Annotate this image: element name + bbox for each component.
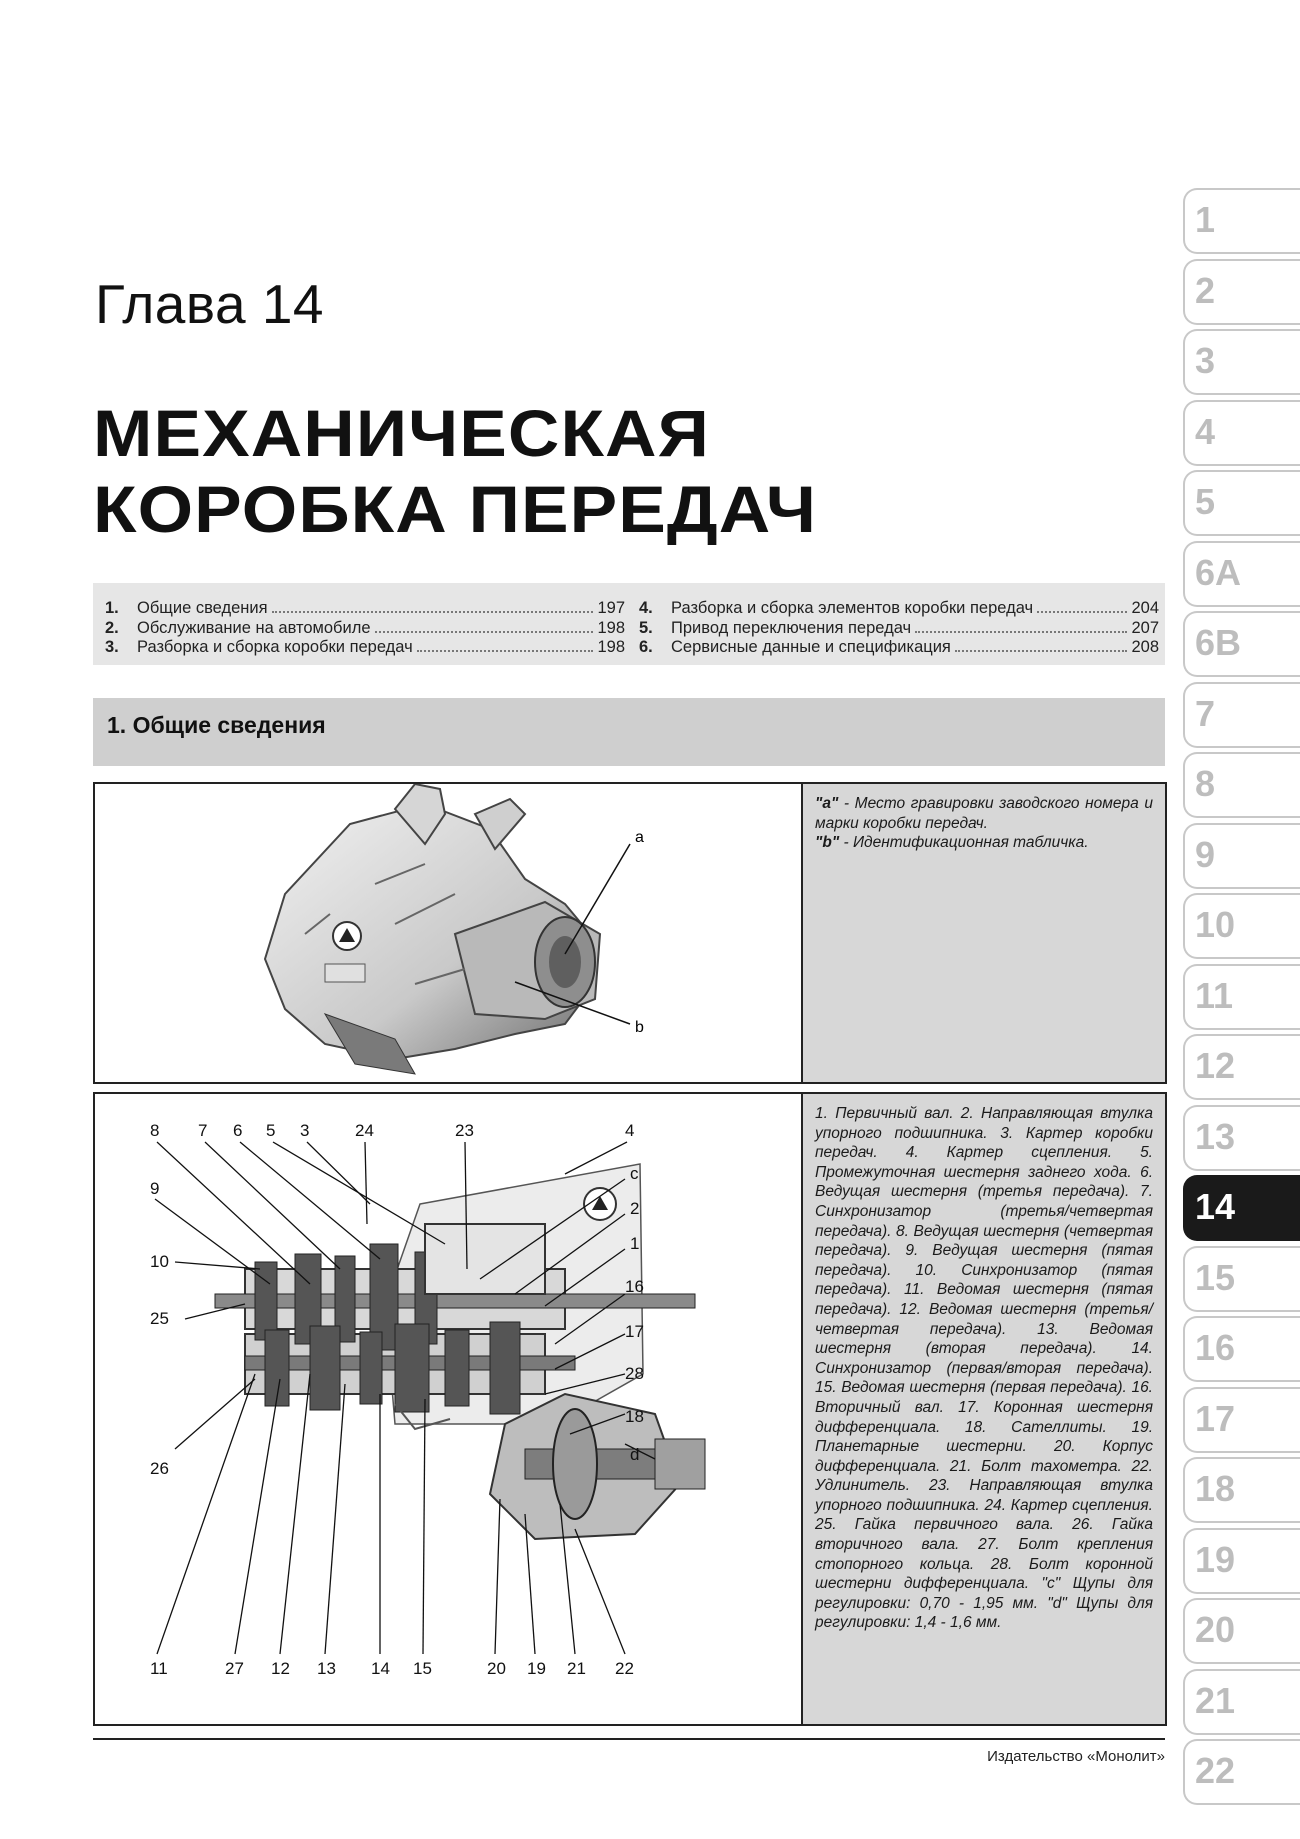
chapter-tab-label: 7 [1195, 692, 1216, 734]
chapter-tab-22[interactable] [1183, 1739, 1300, 1805]
chapter-tab-label: 13 [1195, 1115, 1236, 1157]
label-1: 1 [630, 1234, 640, 1253]
chapter-tab-label: 15 [1195, 1256, 1236, 1298]
toc-item-number: 1. [105, 599, 119, 617]
gearbox-exterior-illustration [95, 784, 801, 1080]
label-5: 5 [266, 1121, 276, 1140]
publisher-name: Издательство «Монолит» [987, 1748, 1165, 1765]
caption-line-b [815, 833, 1153, 853]
toc-leader-dots [417, 639, 594, 652]
label-24: 24 [355, 1121, 374, 1140]
label-23: 23 [455, 1121, 474, 1140]
legend-text: 1. Первичный вал. 2. Направляющая втулка упорного подшипника. 3. Картер коробки передач. 4. Картер сцепления. 5. Промежуточная шестерня заднего хода. 6. Ведущая шестерня (третья передача). 7. Синхронизатор (третья/четвертая передача). 8. Ведущая шестерня (четвертая передача). 9. Ведущая шестерня (пятая передача). 10. Синхронизатор (пятая передача). 11. Ведомая шестерня (пятая передача). 12. Ведомая шестерня (третья/четвертая передача). 13. Ведомая шестерня (вторая передача). 14. Синхронизатор (первая/вторая передача). 15. Ведомая шестерня (первая передача). 16. Вторичный вал. 17. Коронная шестерня дифференциала. 18. Сателлиты. 19. Планетарные шестерни. 20. Корпус дифференциала. 21. Болт тахометра. 22. Удлинитель. 23. Направляющая втулка упорного подшипника. 24. Картер сцепления. 25. Гайка первичного вала. 26. Гайка вторичного вала. 27. Болт крепления стопорного кольца. 28. Болт коронной шестерни дифференциала. "c" Щупы для регулировки: 0,70 - 1,95 мм. "d" Щупы для регулировки: 1,4 - 1,6 мм. [815, 1105, 1153, 1632]
chapter-tab-16[interactable] [1183, 1316, 1300, 1382]
label-22: 22 [615, 1659, 634, 1678]
chapter-tab-label: 14 [1195, 1186, 1236, 1227]
toc-item[interactable] [105, 599, 625, 619]
figure-image-exterior [95, 784, 803, 1082]
label-16: 16 [625, 1277, 644, 1296]
chapter-tab-17[interactable] [1183, 1387, 1300, 1453]
label-18: 18 [625, 1407, 644, 1426]
label-17: 17 [625, 1322, 644, 1341]
chapter-tab-10[interactable] [1183, 893, 1300, 959]
toc-item-page: 198 [597, 638, 625, 656]
label-2: 2 [630, 1199, 640, 1218]
chapter-tab-label: 1 [1195, 199, 1216, 240]
chapter-tab-2[interactable] [1183, 259, 1300, 325]
label-21: 21 [567, 1659, 586, 1678]
chapter-tab-label: 12 [1195, 1045, 1236, 1086]
toc-item-title: Разборка и сборка коробки передач [137, 638, 413, 656]
label-14: 14 [371, 1659, 390, 1678]
toc-item-page: 198 [597, 618, 625, 637]
toc-leader-dots [955, 639, 1128, 652]
caption-text-a: - Место гравировки заводского номера и марки коробки передач. [815, 795, 1153, 832]
label-7: 7 [198, 1121, 208, 1140]
toc-item[interactable] [105, 638, 625, 658]
caption-text-b: - Идентификационная табличка. [839, 834, 1089, 852]
toc-item-title: Разборка и сборка элементов коробки передач [671, 599, 1034, 617]
chapter-tab-label: 19 [1195, 1538, 1236, 1580]
toc-item-title: Привод переключения передач [671, 618, 912, 637]
figure-image-section [95, 1094, 803, 1724]
toc-item-title: Обслуживание на автомобиле [137, 618, 371, 637]
toc-leader-dots [1037, 600, 1127, 613]
chapter-tab-label: 4 [1195, 410, 1216, 452]
chapter-tab-label: 16 [1195, 1327, 1236, 1368]
chapter-tab-21[interactable] [1183, 1669, 1300, 1735]
chapter-tab-1[interactable] [1183, 188, 1300, 254]
label-13: 13 [317, 1659, 336, 1678]
chapter-tab-5[interactable] [1183, 470, 1300, 536]
figure-gearbox-exterior [93, 782, 1167, 1084]
chapter-tab-label: 17 [1195, 1397, 1236, 1439]
toc-item-page: 204 [1131, 599, 1159, 617]
toc-leader-dots [272, 600, 594, 613]
label-6: 6 [233, 1121, 243, 1140]
toc-item-number: 2. [105, 618, 119, 637]
toc-item-number: 5. [639, 618, 653, 637]
toc-item-number: 6. [639, 638, 653, 656]
chapter-tab-label: 3 [1195, 340, 1216, 381]
toc-column-left [105, 599, 625, 658]
chapter-tab-13[interactable] [1183, 1105, 1300, 1171]
chapter-tab-label: 6B [1195, 622, 1242, 663]
toc-item-title: Общие сведения [137, 599, 268, 617]
toc-column-right [639, 599, 1159, 658]
chapter-tab-11[interactable] [1183, 964, 1300, 1030]
label-20: 20 [487, 1659, 506, 1678]
chapter-toc [93, 583, 1165, 665]
toc-leader-dots [915, 620, 1127, 633]
chapter-tab-8[interactable] [1183, 752, 1300, 818]
label-19: 19 [527, 1659, 546, 1678]
chapter-tab-label: 11 [1195, 974, 1234, 1016]
chapter-tab-label: 21 [1195, 1679, 1236, 1721]
chapter-label: Глава 14 [95, 273, 325, 335]
toc-item-page: 208 [1131, 638, 1159, 656]
chapter-title [93, 395, 817, 547]
footer-divider [93, 1738, 1165, 1740]
label-27: 27 [225, 1659, 244, 1678]
figure-gearbox-section [93, 1092, 1167, 1726]
chapter-tab-6b[interactable] [1183, 611, 1300, 677]
caption-line-a [815, 794, 1153, 833]
chapter-tabs [1183, 188, 1300, 1810]
section-title: 1. Общие сведения [107, 712, 326, 738]
chapter-tab-20[interactable] [1183, 1598, 1300, 1664]
toc-item-number: 4. [639, 599, 653, 617]
caption-key-a: "a" [815, 795, 839, 812]
label-d: d [630, 1445, 640, 1464]
label-c: c [630, 1164, 639, 1183]
toc-item-page: 197 [597, 599, 625, 617]
label-11: 11 [150, 1659, 168, 1678]
label-15: 15 [413, 1659, 432, 1678]
figure-caption-exterior [803, 784, 1165, 1082]
label-10: 10 [150, 1252, 169, 1271]
chapter-tab-14[interactable] [1183, 1175, 1300, 1241]
toc-item[interactable] [105, 619, 625, 639]
toc-item[interactable] [639, 619, 1159, 639]
label-25: 25 [150, 1309, 169, 1328]
label-9: 9 [150, 1179, 160, 1198]
chapter-tab-label: 5 [1195, 481, 1216, 522]
callout-label-a: a [635, 829, 644, 846]
chapter-tab-19[interactable] [1183, 1528, 1300, 1594]
toc-item-page: 207 [1131, 618, 1159, 637]
chapter-tab-label: 9 [1195, 833, 1216, 875]
chapter-tab-4[interactable] [1183, 400, 1300, 466]
toc-item[interactable] [639, 599, 1159, 619]
chapter-tab-12[interactable] [1183, 1034, 1300, 1100]
label-26: 26 [150, 1459, 169, 1478]
figure-legend-section [803, 1094, 1165, 1724]
chapter-tab-7[interactable] [1183, 682, 1300, 748]
chapter-title-line-2: КОРОБКА ПЕРЕДАЧ [93, 472, 817, 546]
section-header [93, 698, 1165, 766]
chapter-tab-18[interactable] [1183, 1457, 1300, 1523]
chapter-tab-label: 2 [1195, 269, 1216, 311]
chapter-tab-label: 6A [1195, 551, 1242, 593]
callout-label-b: b [635, 1019, 644, 1036]
label-12: 12 [271, 1659, 290, 1678]
chapter-tab-9[interactable] [1183, 823, 1300, 889]
label-8: 8 [150, 1121, 160, 1140]
chapter-tab-label: 10 [1195, 904, 1236, 945]
toc-item[interactable] [639, 638, 1159, 658]
chapter-title-line-1: МЕХАНИЧЕСКАЯ [93, 396, 710, 470]
label-28: 28 [625, 1364, 644, 1383]
chapter-tab-label: 20 [1195, 1609, 1236, 1650]
toc-item-number: 3. [105, 638, 119, 656]
chapter-tab-15[interactable] [1183, 1246, 1300, 1312]
chapter-tab-6a[interactable] [1183, 541, 1300, 607]
chapter-tab-label: 8 [1195, 763, 1216, 804]
label-3: 3 [300, 1121, 310, 1140]
gearbox-section-illustration [95, 1094, 801, 1722]
chapter-tab-3[interactable] [1183, 329, 1300, 395]
toc-item-title: Сервисные данные и спецификация [671, 638, 951, 656]
toc-leader-dots [375, 620, 594, 633]
caption-key-b: "b" [815, 834, 840, 852]
chapter-tab-label: 22 [1195, 1750, 1236, 1791]
chapter-tab-label: 18 [1195, 1468, 1236, 1509]
label-4: 4 [625, 1121, 635, 1140]
